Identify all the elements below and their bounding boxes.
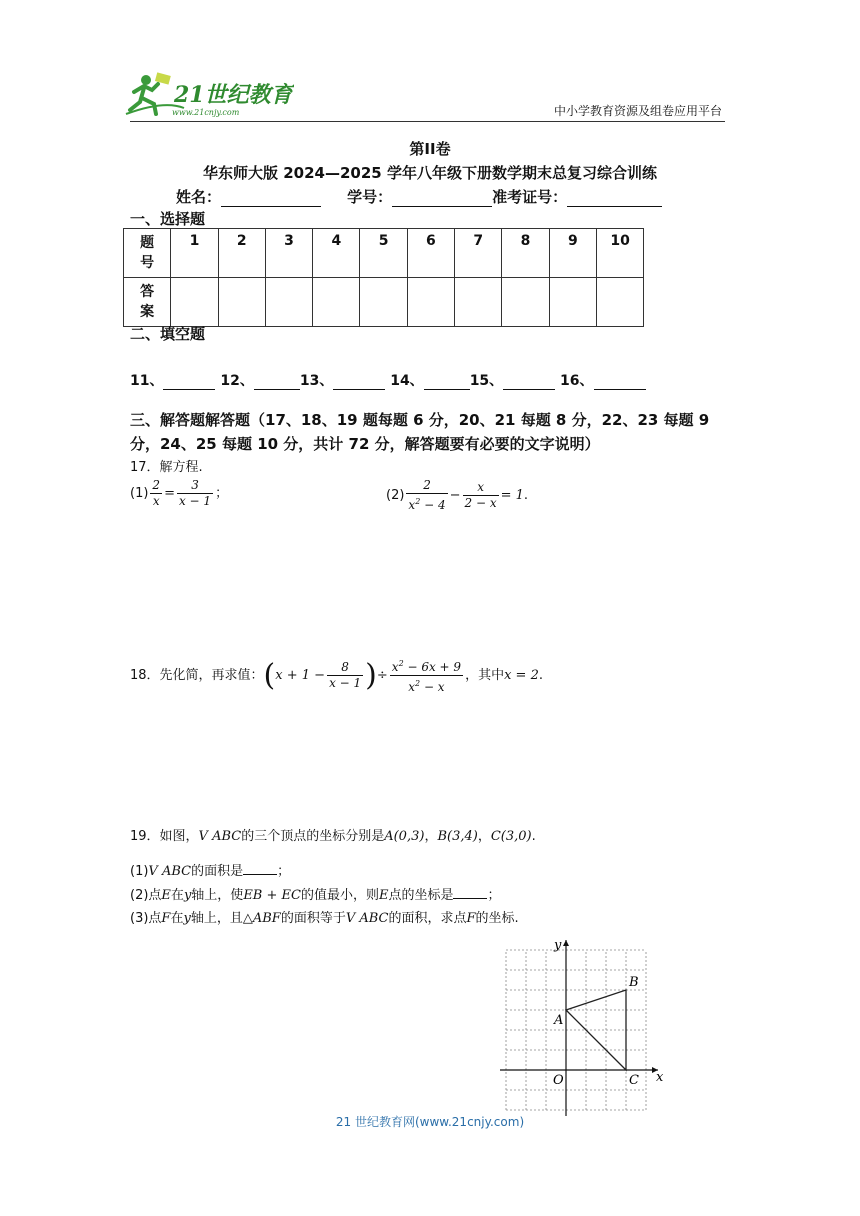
table-cell: 2 [218, 229, 265, 278]
fill-blank[interactable] [424, 389, 470, 390]
fill-blank[interactable] [163, 389, 215, 390]
answer-blank[interactable] [243, 874, 277, 875]
fill-blank[interactable] [254, 389, 300, 390]
axes [500, 940, 658, 1116]
student-info-line [176, 186, 662, 207]
point-label-o: O [553, 1073, 564, 1088]
question-17-stem: 17．解方程. [130, 460, 203, 475]
section-solve-title: 三、解答题解答题（17、18、19 题每题 6 分，20、21 每题 8 分，22、23 每题 9 分，24、25 每题 10 分，共计 72 分，解答题要有必要的文字说明） [130, 411, 710, 453]
header-platform-text: 中小学教育资源及组卷应用平台 [553, 104, 722, 118]
table-header-cell: 答 案 [124, 278, 171, 327]
fill-label: 16、 [560, 373, 594, 389]
runner-logo-icon [124, 70, 294, 120]
fill-label: 11、 [130, 373, 164, 389]
point-label-x: x [656, 1070, 664, 1085]
y-axis-arrow-icon [563, 940, 569, 946]
fill-blank[interactable] [503, 389, 555, 390]
fill-label: 15、 [469, 373, 504, 389]
answer-cell[interactable] [596, 278, 643, 327]
table-row-numbers [124, 229, 644, 278]
fill-label: 13、 [299, 373, 334, 389]
answer-cell[interactable] [171, 278, 218, 327]
logo-url: www.21cnjy.com [172, 108, 240, 117]
brand-logo [124, 70, 294, 120]
answer-cell[interactable] [313, 278, 360, 327]
table-cell: 6 [407, 229, 454, 278]
name-blank[interactable] [221, 206, 321, 207]
answer-cell[interactable] [265, 278, 312, 327]
exam-id-blank[interactable] [567, 206, 662, 207]
logo-text: 21世纪教育 [174, 82, 293, 108]
question-19-part2: (2)点E在y轴上，使EB + EC的值最小，则E点的坐标是 ； [130, 888, 501, 903]
question-19-part3: (3)点F在y轴上，且△ABF的面积等于V ABC的面积，求点F的坐标. [130, 911, 519, 926]
exam-title: 华东师大版 2024—2025 学年八年级下册数学期末总复习综合训练 [203, 164, 657, 182]
fill-blank[interactable] [594, 389, 646, 390]
question-19-stem: 19．如图，V ABC的三个顶点的坐标分别是A(0,3)，B(3,4)，C(3,0). [130, 829, 536, 844]
section-fill-title: 二、填空题 [130, 325, 206, 343]
answer-cell[interactable] [407, 278, 454, 327]
table-cell: 5 [360, 229, 407, 278]
answer-cell[interactable] [218, 278, 265, 327]
question-18: 18．先化简，再求值：(x + 1 − $\frac{8}{x - 1}$ )÷ $\frac{x^2 - 6x + 9}{x^2 - x}$ ，其中x = 2. [130, 658, 543, 694]
question-19-part1: (1)V ABC的面积是 ； [130, 864, 291, 879]
answer-cell[interactable] [549, 278, 596, 327]
footer-site-link[interactable]: 21 世纪教育网(www.21cnjy.com) [335, 1115, 525, 1129]
fill-label: 14、 [390, 373, 424, 389]
point-label-y: y [554, 940, 562, 953]
fill-blank-line [130, 370, 646, 390]
table-header-cell: 题 号 [124, 229, 171, 278]
fill-label: 12、 [220, 373, 254, 389]
student-id-label: 学号： [347, 188, 393, 206]
coordinate-figure [490, 940, 670, 1118]
table-cell: 8 [502, 229, 549, 278]
table-cell: 10 [596, 229, 643, 278]
answer-table [123, 228, 644, 327]
question-17-part2: (2) $\frac{2}{x^2 - 4}$ − $\frac{x}{2 - x}$ = 1. [386, 478, 529, 512]
name-label: 姓名： [176, 188, 222, 206]
point-label-b: B [629, 975, 639, 990]
table-cell: 3 [265, 229, 312, 278]
answer-cell[interactable] [360, 278, 407, 327]
point-label-a: A [554, 1013, 564, 1028]
table-cell: 7 [455, 229, 502, 278]
point-label-c: C [629, 1073, 639, 1088]
grid [506, 950, 646, 1110]
table-row-answers [124, 278, 644, 327]
question-17-part1: (1) $\frac{2}{x}$ = $\frac{3}{x - 1}$ ； [130, 478, 229, 508]
answer-blank[interactable] [453, 898, 487, 899]
fill-blank[interactable] [333, 389, 385, 390]
header-divider [130, 121, 725, 122]
table-cell: 1 [171, 229, 218, 278]
section-choice-title: 一、选择题 [130, 210, 206, 228]
table-cell: 4 [313, 229, 360, 278]
table-cell: 9 [549, 229, 596, 278]
answer-cell[interactable] [502, 278, 549, 327]
volume-title: 第II卷 [409, 140, 451, 158]
answer-cell[interactable] [455, 278, 502, 327]
student-id-blank[interactable] [392, 206, 492, 207]
exam-id-label: 准考证号： [492, 188, 568, 206]
